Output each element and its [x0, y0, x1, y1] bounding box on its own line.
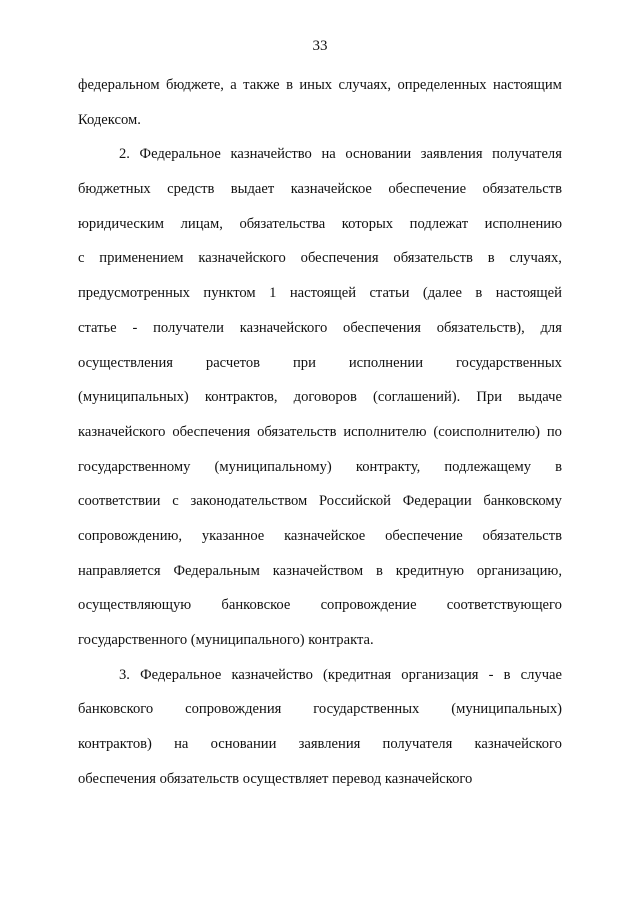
text-line: государственного (муниципального) контракта.: [78, 632, 374, 648]
text-line: контрактов) на основании заявления получателя казначейского: [78, 736, 562, 753]
paragraph: [78, 662, 562, 801]
text-line: банковского сопровождения государственных (муниципальных): [78, 701, 562, 718]
text-line: казначейского обеспечения обязательств исполнителю (соисполнителю) по: [78, 423, 562, 440]
text-line: статье - получатели казначейского обеспечения обязательств), для: [78, 319, 562, 336]
paragraph: [78, 72, 562, 141]
paragraph: [78, 141, 562, 661]
text-line: направляется Федеральным казначейством в кредитную организацию,: [78, 562, 562, 579]
text-line: государственному (муниципальному) контракту, подлежащему в: [78, 458, 562, 475]
document-body: [78, 72, 562, 800]
page-number: 33: [312, 38, 328, 54]
text-line: сопровождению, указанное казначейское обеспечение обязательств: [78, 527, 562, 544]
text-line: Кодексом.: [78, 111, 141, 128]
text-line: юридическим лицам, обязательства которых подлежат исполнению: [78, 215, 562, 232]
text-line: 2. Федеральное казначейство на основании заявления получателя: [119, 146, 562, 163]
text-line: федеральном бюджете, а также в иных случаях, определенных настоящим: [78, 77, 562, 93]
text-line: бюджетных средств выдает казначейское обеспечение обязательств: [78, 181, 562, 198]
text-line: осуществляющую банковское сопровождение соответствующего: [78, 597, 562, 614]
text-line: (муниципальных) контрактов, договоров (соглашений). При выдаче: [78, 389, 562, 406]
text-line: предусмотренных пунктом 1 настоящей статьи (далее в настоящей: [78, 285, 562, 302]
text-line: 3. Федеральное казначейство (кредитная организация - в случае: [119, 666, 562, 683]
text-line: соответствии с законодательством Российской Федерации банковскому: [78, 493, 562, 510]
text-line: с применением казначейского обеспечения обязательств в случаях,: [78, 250, 562, 267]
text-line: обеспечения обязательств осуществляет перевод казначейского: [78, 770, 473, 787]
text-line: осуществления расчетов при исполнении государственных: [78, 354, 562, 371]
